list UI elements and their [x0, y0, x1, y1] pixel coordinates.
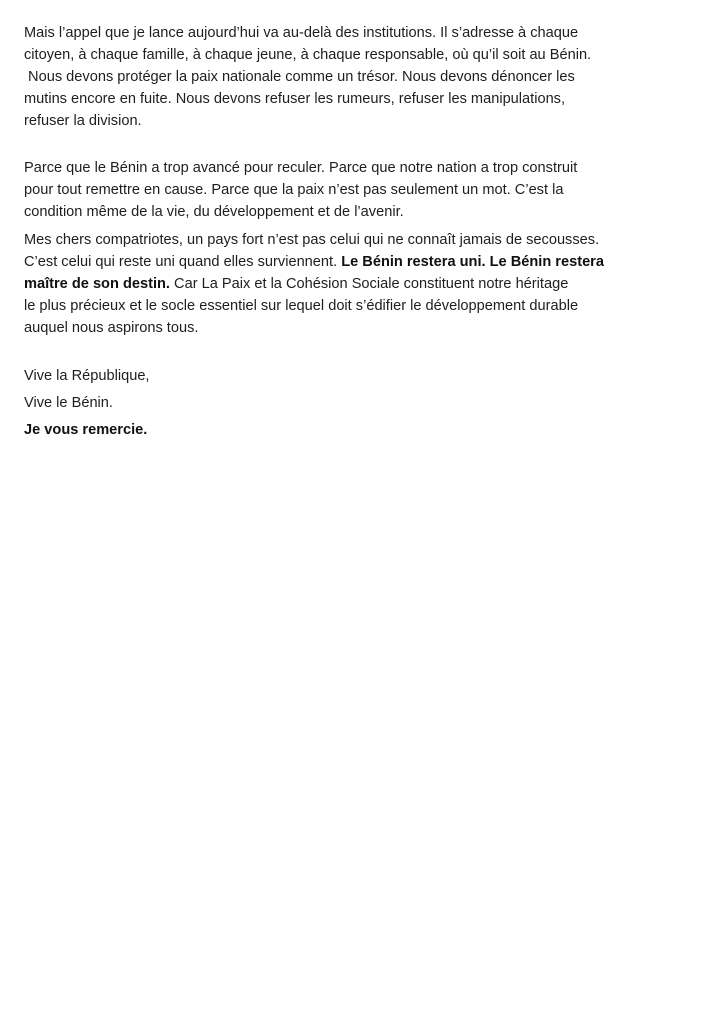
- closing-block: [24, 363, 714, 444]
- thanks-text: Je vous remercie.: [24, 422, 148, 438]
- text-line: Parce que le Bénin a trop avancé pour reculer. Parce que notre nation a trop construit: [24, 160, 578, 176]
- text-line: citoyen, à chaque famille, à chaque jeune, à chaque responsable, où qu’il soit au Bénin.: [24, 47, 592, 63]
- text-bold: maître de son destin.: [24, 276, 170, 292]
- text-line: le plus précieux et le socle essentiel sur lequel doit s’édifier le développement durable: [24, 298, 579, 314]
- text-line: [24, 273, 714, 295]
- text-line: auquel nous aspirons tous.: [24, 320, 199, 336]
- closing-line-benin: Vive le Bénin.: [24, 395, 113, 411]
- text-bold: Le Bénin restera uni. Le Bénin restera: [341, 254, 604, 270]
- paragraph-call-to-citizens: [24, 22, 714, 132]
- text-line: pour tout remettre en cause. Parce que la paix n’est pas seulement un mot. C’est la: [24, 182, 564, 198]
- text-normal: C’est celui qui reste uni quand elles surviennent.: [24, 254, 342, 270]
- closing-line-republique: Vive la République,: [24, 368, 150, 384]
- text-line: condition même de la vie, du développement et de l’avenir.: [24, 204, 404, 220]
- text-line: Mais l’appel que je lance aujourd’hui va au-delà des institutions. Il s’adresse à chaque: [24, 25, 579, 41]
- text-line: Mes chers compatriotes, un pays fort n’est pas celui qui ne connaît jamais de secousses.: [24, 232, 600, 248]
- closing-thanks: [24, 417, 714, 444]
- paragraph-benin-progress: [24, 157, 714, 223]
- text-line: Nous devons protéger la paix nationale comme un trésor. Nous devons dénoncer les: [24, 69, 575, 85]
- text-line: refuser la division.: [24, 113, 142, 129]
- text-normal: Car La Paix et la Cohésion Sociale constituent notre héritage: [169, 276, 569, 292]
- text-line: [24, 251, 714, 273]
- text-line: mutins encore en fuite. Nous devons refuser les rumeurs, refuser les manipulations,: [24, 91, 566, 107]
- paragraph-compatriotes: [24, 229, 714, 339]
